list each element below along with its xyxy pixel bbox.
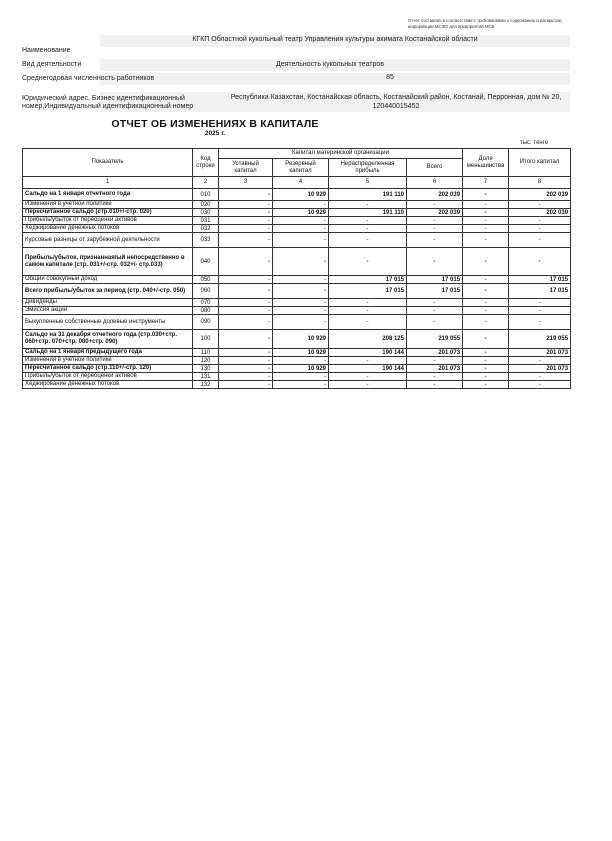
row-code: 110 [193,349,219,357]
cell-col-7: - [463,330,509,349]
row-label: Сальдо на 1 января отчетного года [23,189,193,201]
cell-col-3: - [219,189,273,201]
cell-col-7: - [463,349,509,357]
capital-changes-table [22,148,571,389]
table-row [23,373,571,381]
cell-col-3: - [219,349,273,357]
cell-col-3: - [219,248,273,276]
table-row [23,315,571,330]
table-row [23,349,571,357]
label-address: Юридический адрес, Бизнес идентификационный номер,Индивидуальный идентификационный номер [22,95,194,110]
row-label: Изменения в учетной политике [23,357,193,365]
cell-col-8: 202 039 [509,189,571,201]
cell-col-8: - [509,373,571,381]
row-label: Хеджирование денежных потоков [23,225,193,233]
cell-col-4: - [273,299,329,307]
row-code: 040 [193,248,219,276]
label-name: Наименование [22,47,71,54]
cell-col-7: - [463,357,509,365]
row-label: Прибыль/убыток от переоценки активов [23,217,193,225]
cell-col-4: - [273,284,329,299]
cell-col-7: - [463,307,509,315]
cell-col-5: - [329,357,407,365]
cell-col-6: - [407,381,463,389]
cell-col-6: - [407,225,463,233]
table-row [23,201,571,209]
cell-col-7: - [463,248,509,276]
colnum-6: 6 [407,177,463,189]
cell-col-5: - [329,315,407,330]
cell-col-6: 201 073 [407,365,463,373]
table-row [23,330,571,349]
cell-col-5: - [329,381,407,389]
cell-col-7: - [463,315,509,330]
cell-col-8: - [509,307,571,315]
row-code: 100 [193,330,219,349]
cell-col-4: - [273,248,329,276]
cell-col-4: - [273,357,329,365]
cell-col-6: - [407,373,463,381]
row-label: Дивиденды [23,299,193,307]
cell-col-5: 208 125 [329,330,407,349]
cell-col-5: - [329,248,407,276]
table-row [23,248,571,276]
cell-col-5: - [329,225,407,233]
org-name: КГКП Областной кукольный театр Управления культуры акимата Костанайской области [192,36,478,43]
cell-col-3: - [219,330,273,349]
cell-col-5: - [329,307,407,315]
colnum-5: 5 [329,177,407,189]
cell-col-5: - [329,373,407,381]
cell-col-5: - [329,217,407,225]
row-code: 030 [193,209,219,217]
label-employees: Среднегодовая численность работников [22,75,155,82]
row-code: 120 [193,357,219,365]
row-label: Курсовые разницы от зарубежной деятельности [23,233,193,248]
row-code: 031 [193,217,219,225]
cell-col-3: - [219,357,273,365]
cell-col-6: 17 015 [407,284,463,299]
cell-col-3: - [219,315,273,330]
cell-col-6: - [407,248,463,276]
cell-col-3: - [219,225,273,233]
row-code: 010 [193,189,219,201]
cell-col-8: - [509,299,571,307]
header-retained: Нераспределенная прибыль [329,159,407,177]
cell-col-6: 17 015 [407,276,463,284]
table-body [23,189,571,389]
cell-col-5: - [329,233,407,248]
cell-col-7: - [463,189,509,201]
table-row [23,284,571,299]
cell-col-8: 219 055 [509,330,571,349]
cell-col-4: 10 929 [273,365,329,373]
cell-col-8: 17 015 [509,276,571,284]
table-row [23,299,571,307]
cell-col-7: - [463,201,509,209]
cell-col-6: - [407,201,463,209]
row-code: 060 [193,284,219,299]
cell-col-8: - [509,315,571,330]
cell-col-4: - [273,201,329,209]
cell-col-6: - [407,233,463,248]
row-label: Сальдо на 1 января предыдущего года [23,349,193,357]
row-label: Пересчитанное сальдо (стр.110+/-стр. 120) [23,365,193,373]
cell-col-6: - [407,357,463,365]
cell-col-3: - [219,381,273,389]
cell-col-7: - [463,373,509,381]
row-code: 032 [193,225,219,233]
cell-col-7: - [463,381,509,389]
header-indicator: Показатель [23,149,193,177]
cell-col-4: - [273,233,329,248]
cell-col-3: - [219,307,273,315]
cell-col-3: - [219,299,273,307]
cell-col-3: - [219,276,273,284]
cell-col-5: 191 110 [329,209,407,217]
header-charter: Уставный капитал [219,159,273,177]
cell-col-4: 10 929 [273,349,329,357]
cell-col-4: - [273,315,329,330]
cell-col-6: - [407,217,463,225]
row-label: Изменения в учетной политике [23,201,193,209]
cell-col-7: - [463,217,509,225]
cell-col-8: - [509,248,571,276]
cell-col-5: - [329,299,407,307]
cell-col-8: - [509,225,571,233]
header-reserve: Резервный капитал [273,159,329,177]
cell-col-5: 190 144 [329,349,407,357]
row-code: 130 [193,365,219,373]
cell-col-7: - [463,365,509,373]
cell-col-5: 17 015 [329,276,407,284]
row-code: 132 [193,381,219,389]
report-title: ОТЧЕТ ОБ ИЗМЕНЕНИЯХ В КАПИТАЛЕ [111,118,319,130]
cell-col-7: - [463,225,509,233]
row-label: Всего прибыль/убыток за период (стр. 040+/-стр. 050) [23,284,193,299]
employees-band [100,73,570,85]
label-activity: Вид деятельности [22,61,82,68]
row-label: Эмиссия акций [23,307,193,315]
row-label: Общий совокупный доход [23,276,193,284]
cell-col-6: - [407,299,463,307]
header-minority: Доля меньшинства [463,149,509,177]
row-label: Прибыль/убыток от переоценки активов [23,373,193,381]
row-code: 070 [193,299,219,307]
cell-col-5: 191 110 [329,189,407,201]
colnum-2: 2 [193,177,219,189]
colnum-7: 7 [463,177,509,189]
cell-col-6: - [407,315,463,330]
table-row [23,365,571,373]
table-row [23,189,571,201]
colnum-8: 8 [509,177,571,189]
table-row [23,307,571,315]
cell-col-7: - [463,299,509,307]
table-row [23,276,571,284]
table-row [23,225,571,233]
cell-col-6: 202 039 [407,209,463,217]
cell-col-4: - [273,307,329,315]
cell-col-3: - [219,373,273,381]
address-value: Республика Казахстан, Костанайская область, Костанайский район, Костанай, Перронная, дом № 20, 120440015452 [230,94,562,110]
report-year: 2025 г. [204,130,226,137]
cell-col-7: - [463,209,509,217]
cell-col-8: 202 039 [509,209,571,217]
cell-col-8: - [509,381,571,389]
cell-col-8: - [509,217,571,225]
row-label: Хеджирование денежных потоков [23,381,193,389]
row-label: Сальдо на 31 декабря отчетного года (стр.030+стр. 060+стр. 070+стр. 080+стр. 090) [23,330,193,349]
cell-col-4: - [273,381,329,389]
table-row [23,381,571,389]
cell-col-8: - [509,233,571,248]
cell-col-3: - [219,209,273,217]
row-label: Пересчитанное сальдо (стр.010+/-стр. 020) [23,209,193,217]
colnum-3: 3 [219,177,273,189]
cell-col-3: - [219,233,273,248]
row-code: 131 [193,373,219,381]
table-row [23,233,571,248]
colnum-4: 4 [273,177,329,189]
row-label: Выкупленные собственные долевые инструменты [23,315,193,330]
cell-col-3: - [219,365,273,373]
cell-col-3: - [219,284,273,299]
cell-col-4: - [273,373,329,381]
row-code: 050 [193,276,219,284]
cell-col-8: - [509,357,571,365]
cell-col-4: 10 929 [273,209,329,217]
table-row [23,217,571,225]
currency-unit: тыс. тенге [520,140,549,146]
cell-col-6: 202 039 [407,189,463,201]
cell-col-8: 201 073 [509,349,571,357]
cell-col-6: - [407,307,463,315]
cell-col-5: 17 015 [329,284,407,299]
compliance-note: Отчет составлен в соответствии с требованиями к содержанию и раскрытию информации МСФО для предприятий МСБ [408,18,562,29]
row-code: 090 [193,315,219,330]
table-row [23,209,571,217]
cell-col-4: 10 929 [273,330,329,349]
table-row [23,357,571,365]
row-code: 020 [193,201,219,209]
header-total-capital: Итого капитал [509,149,571,177]
row-code: 080 [193,307,219,315]
cell-col-7: - [463,233,509,248]
cell-col-5: - [329,201,407,209]
cell-col-4: - [273,217,329,225]
cell-col-8: 17 015 [509,284,571,299]
cell-col-3: - [219,217,273,225]
colnum-1: 1 [23,177,193,189]
cell-col-5: 190 144 [329,365,407,373]
cell-col-3: - [219,201,273,209]
cell-col-7: - [463,284,509,299]
cell-col-4: 10 929 [273,189,329,201]
header-parent-capital: Капитал материнской организации [219,149,463,159]
activity-value: Деятельность кукольных театров [275,61,385,68]
cell-col-4: - [273,276,329,284]
cell-col-6: 201 073 [407,349,463,357]
header-total: Всего [407,159,463,177]
cell-col-8: - [509,201,571,209]
row-label: Прибыль/убыток, признанная/ый непосредственно в самом капитале (стр. 031+/-стр. 032+/- стр.033) [23,248,193,276]
cell-col-4: - [273,225,329,233]
cell-col-6: 219 055 [407,330,463,349]
cell-col-8: 201 073 [509,365,571,373]
employees-value: 85 [386,74,394,81]
header-code: Код строки [193,149,219,177]
cell-col-7: - [463,276,509,284]
row-code: 033 [193,233,219,248]
